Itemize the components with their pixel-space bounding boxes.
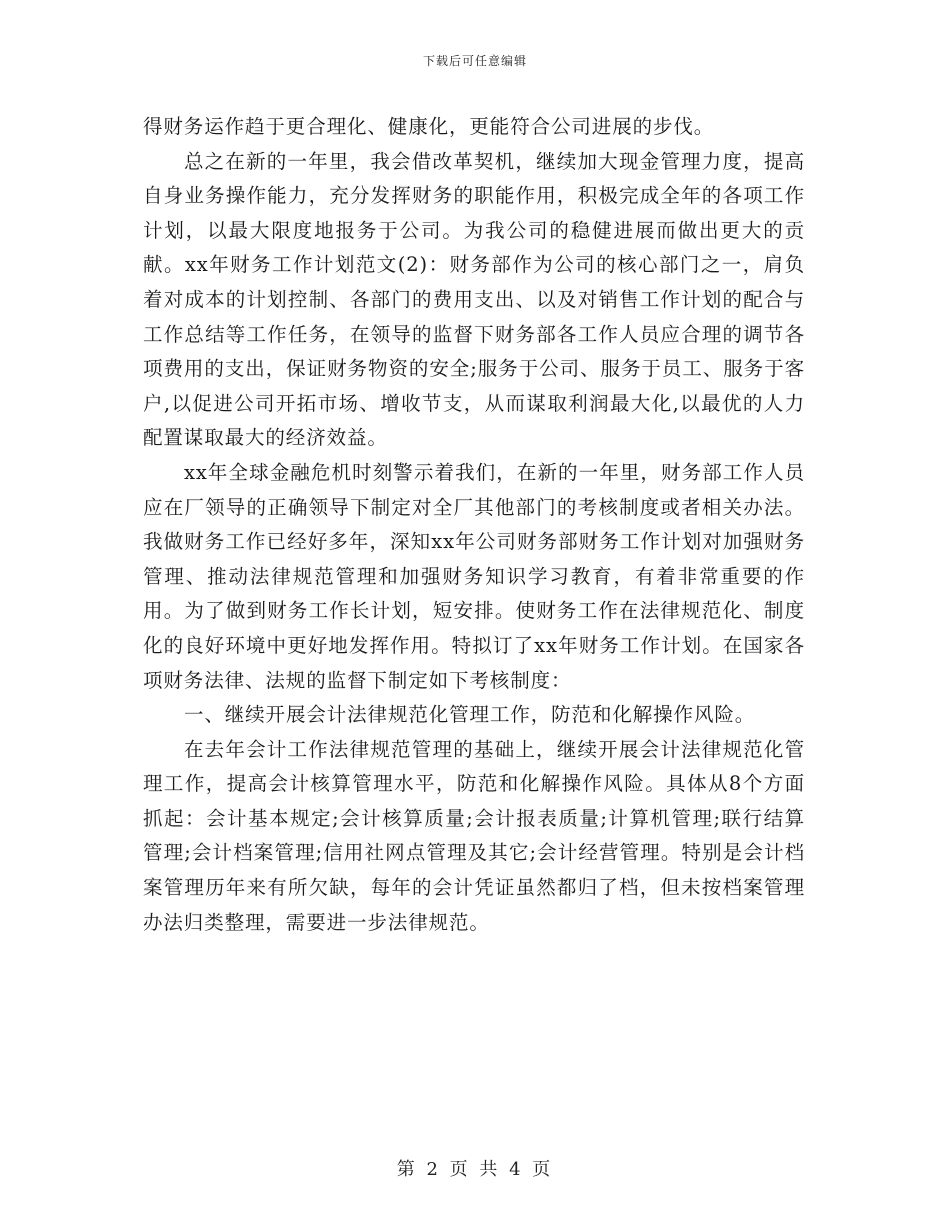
paragraph: 总之在新的一年里，我会借改革契机，继续加大现金管理力度，提高自身业务操作能力，充分发挥财务的职能作用，积极完成全年的各项工作计划，以最大限度地报务于公司。为我公司的稳健进展而做出更大的贡献。xx年财务工作计划范文(2)：财务部作为公司的核心部门之一，肩负着对成本的计划控制、各部门的费用支出、以及对销售工作计划的配合与工作总结等工作任务，在领导的监督下财务部各工作人员应合理的调节各项费用的支出，保证财务物资的安全;服务于公司、服务于员工、服务于客户,以促进公司开拓市场、增收节支，从而谋取利润最大化,以最优的人力配置谋取最大的经济效益。 [143, 149, 805, 450]
section-heading: 一、继续开展会计法律规范化管理工作，防范和化解操作风险。 [183, 703, 756, 727]
page-number: 第 2 页 共 4 页 [396, 1159, 554, 1180]
header-note: 下载后可任意编辑 [422, 54, 527, 68]
document-body [143, 110, 805, 940]
paragraph: xx年全球金融危机时刻警示着我们，在新的一年里，财务部工作人员应在厂领导的正确领导下制定对全厂其他部门的考核制度或者相关办法。我做财务工作已经好多年，深知xx年公司财务部财务工作计划对加强财务管理、推动法律规范管理和加强财务知识学习教育，有着非常重要的作用。为了做到财务工作长计划，短安排。使财务工作在法律规范化、制度化的良好环境中更好地发挥作用。特拟订了xx年财务工作计划。在国家各项财务法律、法规的监督下制定如下考核制度： [143, 460, 805, 692]
paragraph-continuation: 得财务运作趋于更合理化、健康化，更能符合公司进展的步伐。 [143, 115, 715, 138]
paragraph: 在去年会计工作法律规范管理的基础上，继续开展会计法律规范化管理工作，提高会计核算管理水平，防范和化解操作风险。具体从8个方面抓起：会计基本规定;会计核算质量;会计报表质量;计算机管理;联行结算管理;会计档案管理;信用社网点管理及其它;会计经营管理。特别是会计档案管理历年来有所欠缺，每年的会计凭证虽然都归了档，但未按档案管理办法归类整理，需要进一步法律规范。 [143, 737, 805, 934]
